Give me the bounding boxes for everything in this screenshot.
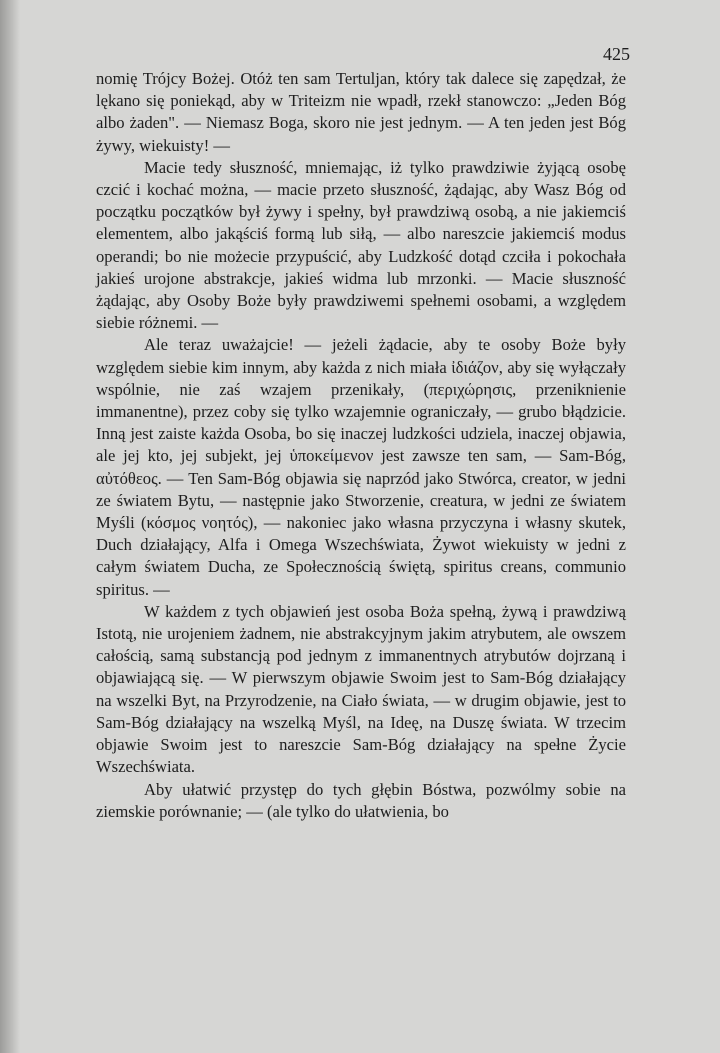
body-text — [96, 68, 626, 823]
paragraph-2: Macie tedy słuszność, mniemając, iż tylko prawdziwie żyjącą osobę czcić i kochać można, — macie przeto słuszność, żądając, aby Wasz Bóg od początku początków był żywy i spełny, był prawdziwą osobą, a nie jakiemciś elementem, albo jakąściś formą lub siłą, — albo nareszcie jakiemciś modus operandi; bo nie możecie przypuścić, aby Ludzkość dotąd czciła i pokochała jakieś urojone abstrakcje, jakieś widma lub mrzonki. — Macie słuszność żądając, aby Osoby Boże były prawdziwemi spełnemi osobami, a względem siebie różnemi. — — [96, 157, 626, 333]
paragraph-3: Ale teraz uważajcie! — jeżeli żądacie, aby te osoby Boże były względem siebie kim innym, aby każda z nich miała ἰδιάζον, aby się wyłączały wspólnie, nie zaś wzajem przenikały, (περιχώρησις, przeniknienie immanentne), przez coby się tylko wzajemnie ograniczały, — grubo błądzicie. Inną jest zaiste każda Osoba, bo się inaczej ludzkości udziela, inaczej objawia, ale jej kto, jej subjekt, jej ὑποκείμενον jest zawsze ten sam, — Sam-Bóg, αὐτόθεος. — Ten Sam-Bóg objawia się naprzód jako Stwórca, creator, w jedni ze światem Bytu, — następnie jako Stworzenie, creatura, w jedni ze światem Myśli (κόσμος νοητός), — nakoniec jako własna przyczyna i własny skutek, Duch działający, Alfa i Omega Wszechświata, Żywot wiekuisty w jedni z całym światem Ducha, ze Społecznością świętą, spiritus creans, communio spiritus. — — [96, 335, 626, 599]
paragraph-1: nomię Trójcy Bożej. Otóż ten sam Tertuljan, który tak dalece się zapędzał, że lękano się poniekąd, aby w Triteizm nie wpadł, rzekł stanowczo: „Jeden Bóg albo żaden". — Niemasz Boga, skoro nie jest jednym. — A ten jeden jest Bóg żywy, wiekuisty! — — [96, 69, 626, 155]
paragraph-4: W każdem z tych objawień jest osoba Boża spełną, żywą i prawdziwą Istotą, nie urojeniem żadnem, nie abstrakcyjnym jakim atrybutem, ale owszem całością, samą substancją pod jednym z immanentnych atrybutów dojrzaną i objawiającą się. — W pierwszym objawie Swoim jest to Sam-Bóg działający na wszelki Byt, na Przyrodzenie, na Ciało świata, — w drugim objawie, jest to Sam-Bóg działający na wszelką Myśl, na Ideę, na Duszę świata. W trzecim objawie Swoim jest to nareszcie Sam-Bóg działający na spełne Życie Wszechświata. — [96, 601, 626, 777]
page-edge-shadow — [0, 0, 20, 1053]
page-number: 425 — [603, 44, 630, 64]
paragraph-5: Aby ułatwić przystęp do tych głębin Bóstwa, pozwólmy sobie na ziemskie porównanie; — (ale tylko do ułatwienia, bo — [96, 779, 626, 821]
